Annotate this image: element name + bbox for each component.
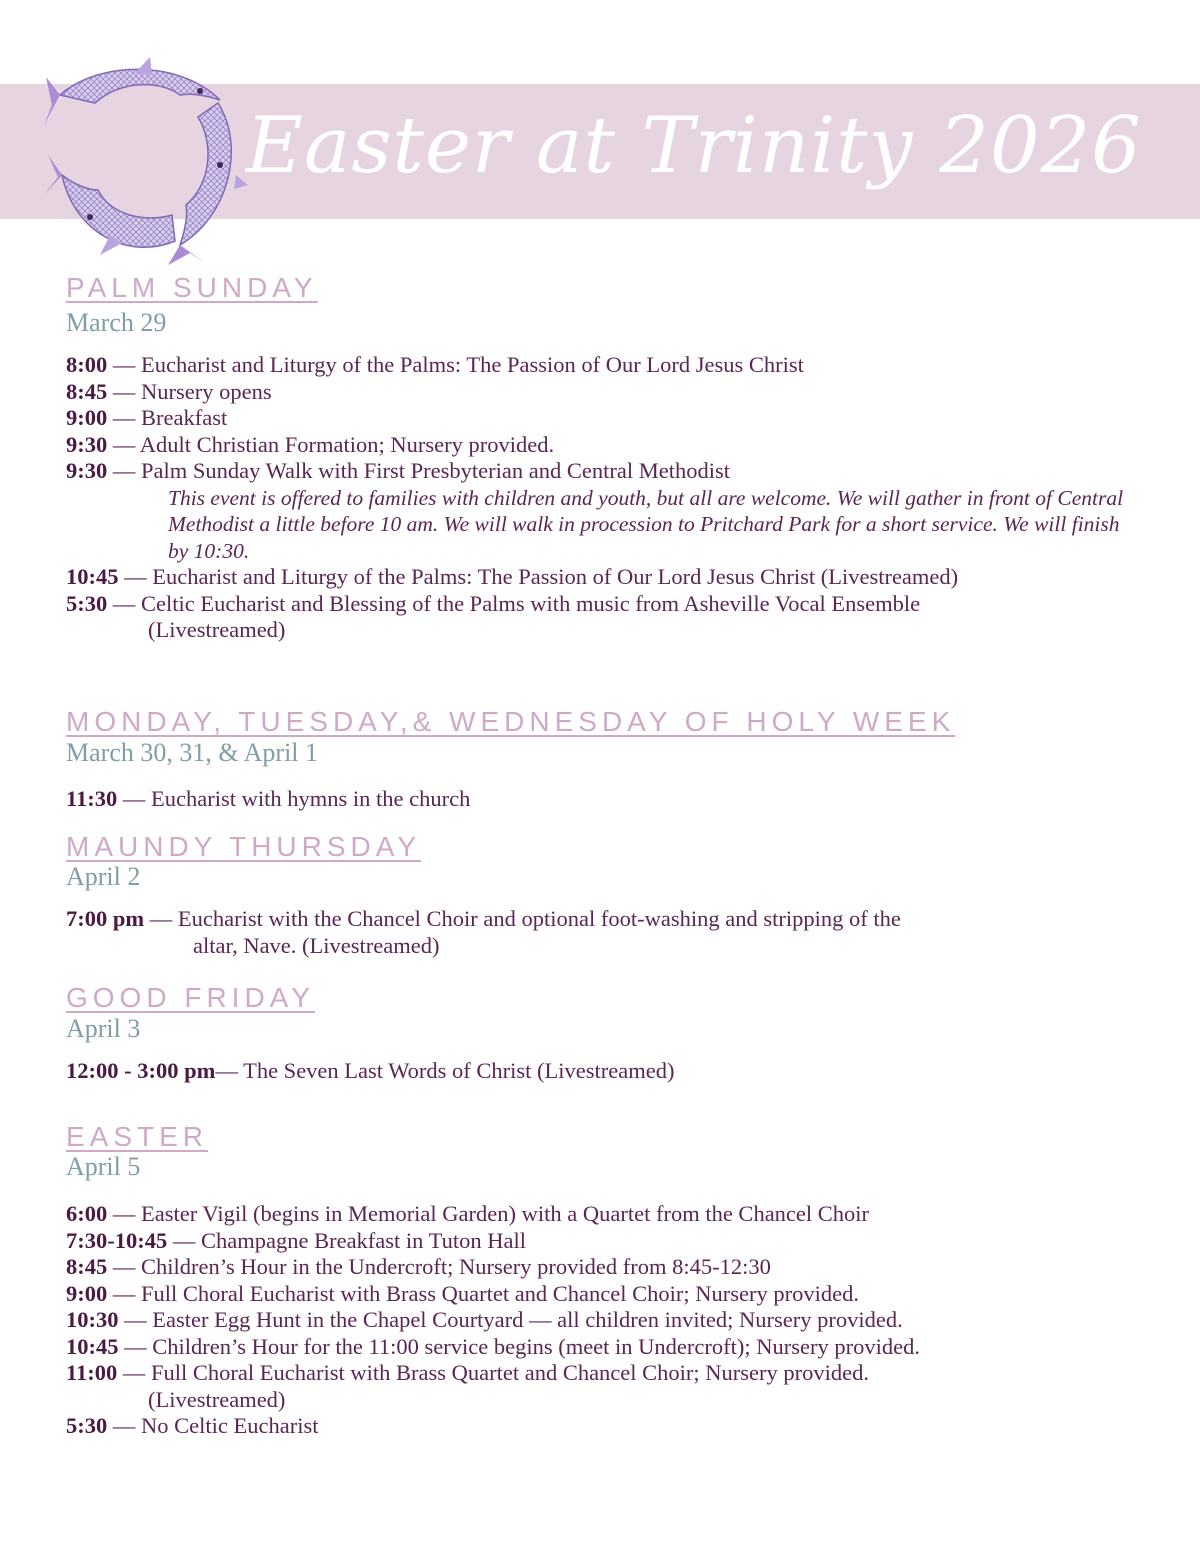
item-time: 10:30 [66,1307,119,1332]
item-note: This event is offered to families with children and youth, but all are welcome. We will gather in front of Central Methodist a little before 10 am. We will walk in procession to Pritchard Park for a short service. We will finish by 10:30. [168,485,1124,563]
item-time: 8:00 [66,352,108,377]
item-time: 10:45 [66,564,119,589]
schedule-item [66,1201,1166,1228]
item-time: 6:00 [66,1201,108,1226]
item-description: — Eucharist with hymns in the church [117,786,471,811]
schedule-item [66,379,1166,406]
schedule-item [66,1228,1166,1255]
schedule-list-palm-sunday [66,352,1166,644]
schedule-item [66,1281,1166,1308]
item-description: — Nursery opens [107,378,272,404]
schedule-item [66,591,1166,644]
item-description: — Eucharist and Liturgy of the Palms: The Passion of Our Lord Jesus Christ [107,352,804,377]
section-title-good-friday: GOOD FRIDAY [66,982,315,1013]
item-time: 7:30-10:45 [66,1227,168,1253]
schedule-item [66,1058,1166,1085]
item-description: — Easter Egg Hunt in the Chapel Courtyard — all children invited; Nursery provided. [118,1307,903,1332]
schedule-item [66,1413,1166,1440]
schedule-item [66,405,1166,432]
item-continuation: (Livestreamed) [148,617,286,642]
item-continuation: (Livestreamed) [148,1386,286,1412]
item-description: — Children’s Hour for the 11:00 service begins (meet in Undercroft); Nursery provided. [118,1333,920,1359]
schedule-item [66,1360,1166,1413]
item-time: 11:30 [66,786,118,811]
schedule-list-maundy-thursday [66,906,1166,959]
schedule-item [66,1254,1166,1281]
item-time: 5:30 [66,590,108,616]
schedule-item [66,1307,1166,1334]
item-time: 7:00 pm [66,906,145,931]
item-time: 8:45 [66,1254,108,1279]
item-time: 9:00 [66,1280,108,1306]
schedule-item [66,564,1166,591]
section-title-easter: EASTER [66,1121,209,1152]
schedule-item [66,906,1166,959]
item-time: 5:30 [66,1413,108,1438]
item-description: — Palm Sunday Walk with First Presbyterian and Central Methodist [107,458,730,483]
item-description: — Celtic Eucharist and Blessing of the Palms with music from Asheville Vocal Ensemble [107,590,921,616]
section-date-palm-sunday: March 29 [66,308,167,337]
section-title-holy-week: MONDAY, TUESDAY,& WEDNESDAY OF HOLY WEEK [66,706,956,737]
schedule-list-good-friday [66,1058,1166,1085]
item-time: 9:00 [66,405,108,430]
item-description: — Adult Christian Formation; Nursery provided. [107,431,555,457]
three-fish-trinity-icon [40,55,250,267]
item-time: 11:00 [66,1360,118,1385]
item-description: — No Celtic Eucharist [107,1413,319,1438]
item-description: — Children’s Hour in the Undercroft; Nursery provided from 8:45-12:30 [107,1254,771,1279]
item-time: 8:45 [66,378,108,404]
item-continuation: altar, Nave. (Livestreamed) [193,932,440,958]
section-title-maundy-thursday: MAUNDY THURSDAY [66,831,422,862]
schedule-list-easter [66,1201,1166,1440]
item-description: — Eucharist with the Chancel Choir and optional foot-washing and stripping of the [144,906,901,931]
section-date-maundy-thursday: April 2 [66,862,141,891]
schedule-item [66,1334,1166,1361]
item-time: 9:30 [66,458,108,483]
item-description: — Champagne Breakfast in Tuton Hall [167,1227,526,1253]
schedule-item [66,352,1166,379]
item-time: 12:00 - 3:00 pm [66,1058,216,1083]
schedule-item [66,432,1166,459]
item-description: — The Seven Last Words of Christ (Livestreamed) [215,1058,675,1083]
schedule-list-holy-week [66,786,1166,813]
section-date-holy-week: March 30, 31, & April 1 [66,738,319,767]
item-description: — Eucharist and Liturgy of the Palms: The Passion of Our Lord Jesus Christ (Livestreamed) [118,564,959,589]
item-time: 9:30 [66,431,108,457]
item-time: 10:45 [66,1333,119,1359]
item-description: — Easter Vigil (begins in Memorial Garden) with a Quartet from the Chancel Choir [107,1201,870,1226]
schedule-item [66,786,1166,813]
section-title-palm-sunday: PALM SUNDAY [66,272,318,303]
schedule-item [66,458,1166,564]
item-description: — Breakfast [107,405,228,430]
page-title: Easter at Trinity 2026 [246,101,1142,191]
section-date-good-friday: April 3 [66,1014,141,1043]
item-description: — Full Choral Eucharist with Brass Quartet and Chancel Choir; Nursery provided. [107,1280,859,1306]
item-description: — Full Choral Eucharist with Brass Quartet and Chancel Choir; Nursery provided. [117,1360,869,1385]
section-date-easter: April 5 [66,1152,141,1181]
